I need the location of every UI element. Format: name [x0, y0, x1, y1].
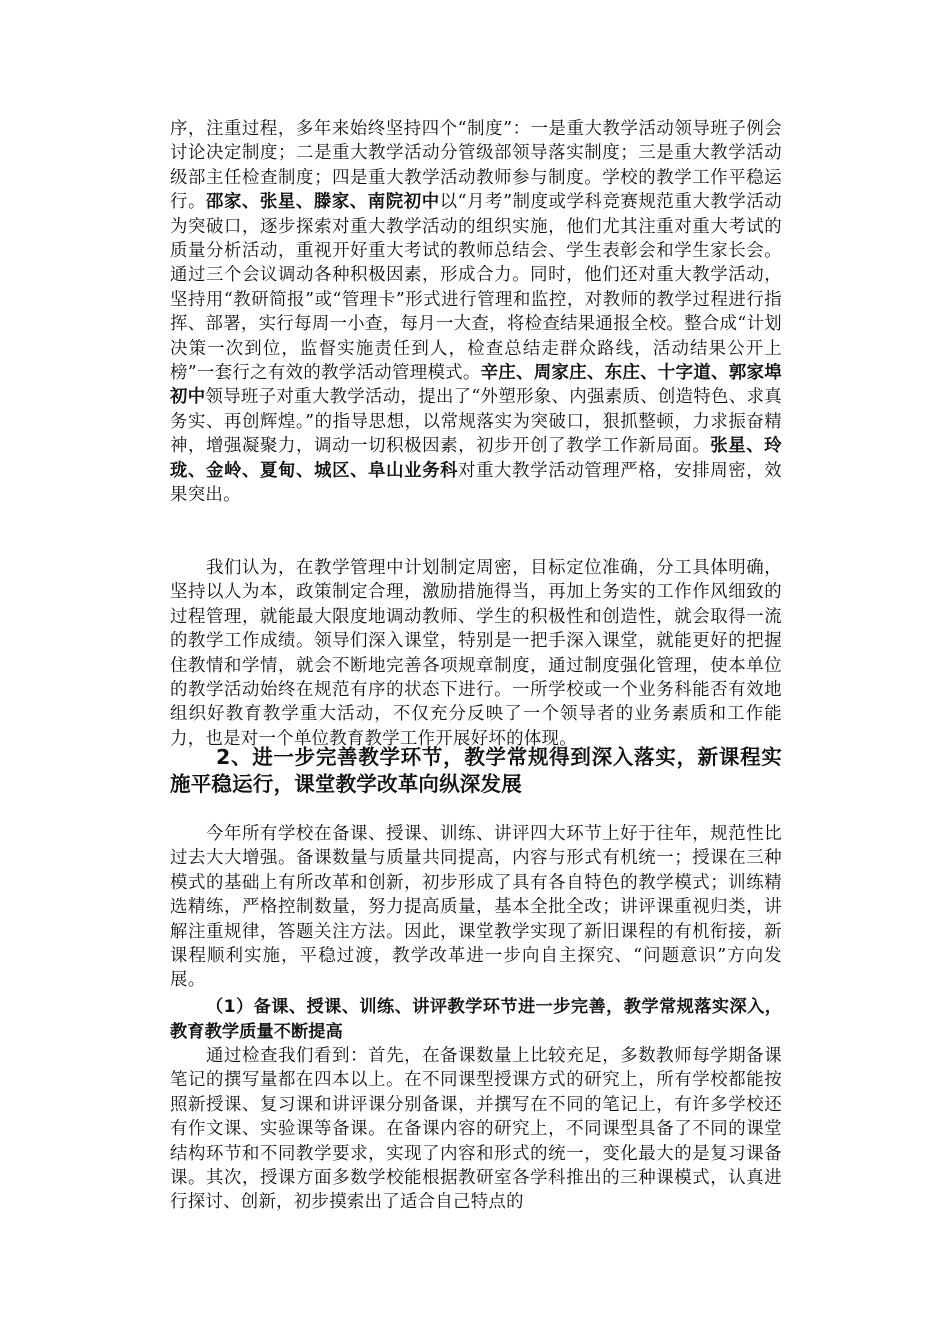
paragraph-management-practices: [170, 117, 782, 508]
paragraph-inspection: 通过检查我们看到：首先，在备课数量上比较充足，多数教师每学期备课笔记的撰写量都在四本以上。在不同课型授课方式的研究上，所有学校都能按照新授课、复习课和讲评课分别备课，并撰写在不同的笔记上，有许多学校还有作文课、实验课等备课。在备课内容的研究上，不同课型具备了不同的课堂结构环节和不同教学要求，实现了内容和形式的统一，变化最大的是复习课备课。其次，授课方面多数学校能根据教研室各学科推出的三种课模式，认真进行探讨、创新，初步摸索出了适合自己特点的: [170, 1046, 782, 1213]
subsection-heading-1: （1）备课、授课、训练、讲评教学环节进一步完善，教学常规落实深入，教育教学质量不断提高: [170, 997, 782, 1042]
school-names-group-3: 张星、玲珑、金岭、夏甸、城区、阜山业务科: [170, 436, 782, 481]
school-names-group-2: 辛庄、周家庄、东庄、十字道、郭家埠初中: [170, 363, 783, 408]
school-names-group-1: 邵家、张星、滕家、南院初中: [205, 192, 440, 213]
paragraph-text: 对重大教学活动管理严格，安排周密，效果突出。: [170, 460, 782, 506]
paragraph-text: 以“月考”制度或学科竞赛规范重大教学活动为突破口，逐步探索对重大教学活动的组织实施，他们尤其注重对重大考试的质量分析活动，重视开好重大考试的教师总结会、学生表彰会和学生家长会。通过三个会议调动各种积极因素，形成合力。同时，他们还对重大教学活动，坚持用“教研简报”或“管理卡”形式进行管理和监控，对教师的教学过程进行指挥、部署，实行每周一小查，每月一大查，将检查结果通报全校。整合成“计划决策一次到位，监督实施责任到人，检查总结走群众路线，活动结果公开上榜”一套行之有效的教学活动管理模式。: [170, 192, 782, 384]
paragraph-text: 序，注重过程，多年来始终坚持四个“制度”：一是重大教学活动领导班子例会讨论决定制度；二是重大教学活动分管级部领导落实制度；三是重大教学活动级部主任检查制度；四是重大教学活动教师参与制度。学校的教学工作平稳运行。: [170, 119, 782, 213]
section-heading-2: 2、进一步完善教学环节，教学常规得到深入落实，新课程实施平稳运行，课堂教学改革向纵深发展: [170, 745, 782, 796]
paragraph-text: 领导班子对重大教学活动，提出了“外塑形象、内强素质、创造特色、求真务实、再创辉煌。”的指导思想，以常规落实为突破口，狠抓整顿，力求振奋精神，增强凝聚力，调动一切积极因素，初步开创了教学工作新局面。: [170, 387, 782, 457]
paragraph-conclusion: 我们认为，在教学管理中计划制定周密，目标定位准确，分工具体明确，坚持以人为本，政策制定合理，激励措施得当，再加上务实的工作作风细致的过程管理，就能最大限度地调动教师、学生的积极性和创造性，就会取得一流的教学工作成绩。领导们深入课堂，特别是一把手深入课堂，就能更好的把握住教情和学情，就会不断地完善各项规章制度，通过制度强化管理，使本单位的教学活动始终在规范有序的状态下进行。一所学校或一个业务科能否有效地组织好教育教学重大活动，不仅充分反映了一个领导者的业务素质和工作能力，也是对一个单位教育教学工作开展好坏的体现。: [170, 558, 782, 749]
paragraph-teaching-links: 今年所有学校在备课、授课、训练、讲评四大环节上好于往年，规范性比过去大大增强。备课数量与质量共同提高，内容与形式有机统一；授课在三种模式的基础上有所改革和创新，初步形成了具有各自特色的教学模式；训练精选精练，严格控制数量，努力提高质量，基本全批全改；讲评课重视归类，讲解注重规律，答题关注方法。因此，课堂教学实现了新旧课程的有机衔接，新课程顺利实施，平稳过渡，教学改革进一步向自主探究、“问题意识”方向发展。: [170, 824, 782, 991]
